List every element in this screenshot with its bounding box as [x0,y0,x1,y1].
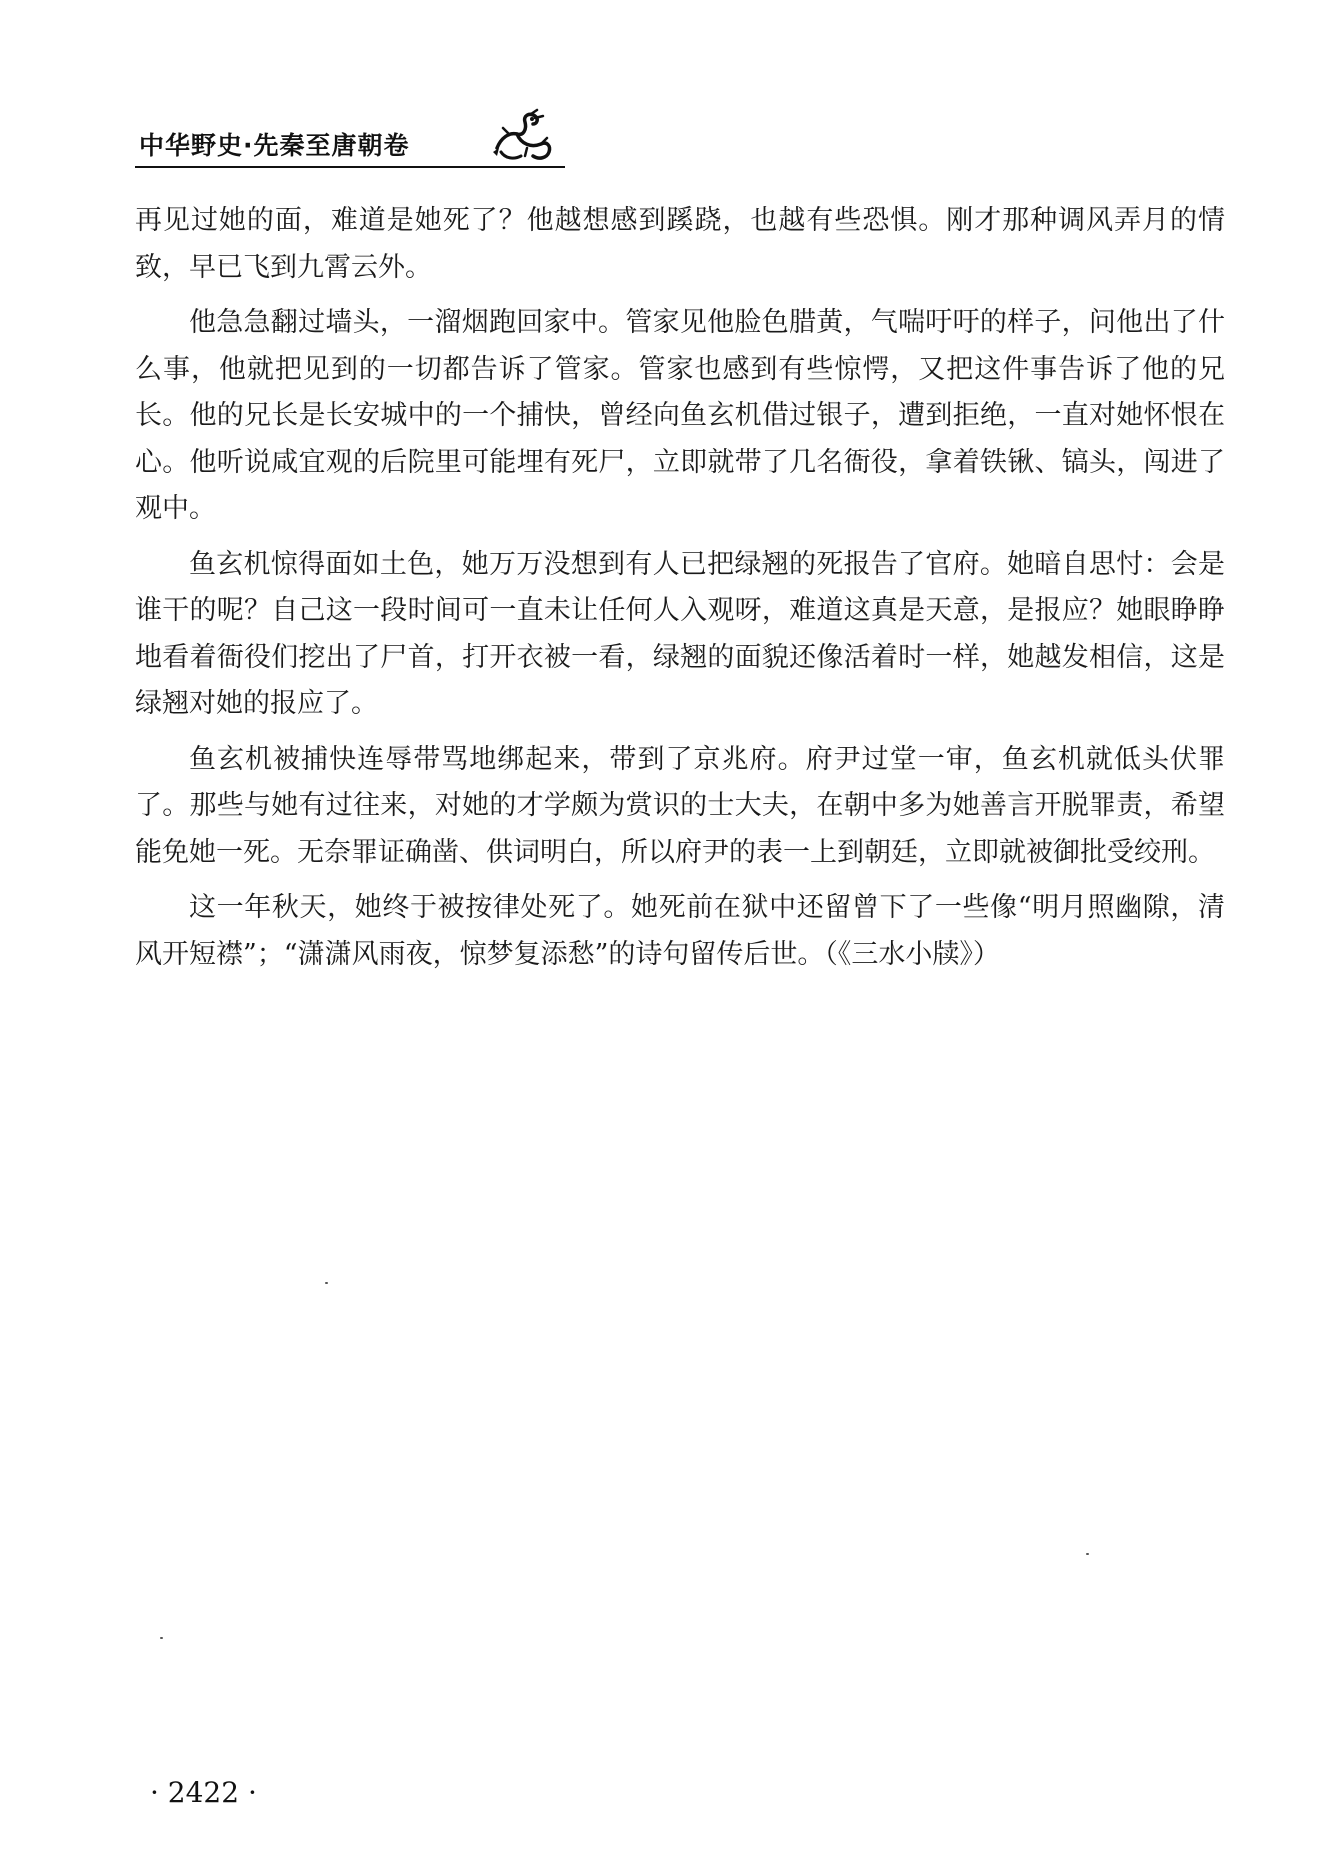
paragraph-4: 鱼玄机被捕快连辱带骂地绑起来，带到了京兆府。府尹过堂一审，鱼玄机就低头伏罪了。那些与她有过往来，对她的才学颇为赏识的士大夫，在朝中多为她善言开脱罪责，希望能免她一死。无奈罪证确凿、供词明白，所以府尹的表一上到朝廷，立即就被御批受绞刑。 [135,743,1225,868]
running-header [135,100,1235,172]
paragraph-5: 这一年秋天，她终于被按律处死了。她死前在狱中还留曾下了一些像“明月照幽隙，清风开短襟”；“潇潇风雨夜，惊梦复添愁”的诗句留传后世。（《三水小牍》） [135,892,1225,970]
paragraph-3: 鱼玄机惊得面如土色，她万万没想到有人已把绿翘的死报告了官府。她暗自思忖：会是谁干的呢？自己这一段时间可一直未让任何人入观呀，难道这真是天意，是报应？她眼睁睁地看着衙役们挖出了尸首，打开衣被一看，绿翘的面貌还像活着时一样，她越发相信，这是绿翘对她的报应了。 [135,548,1225,719]
book-title: 中华野史·先秦至唐朝卷 [139,131,410,160]
page-number: · 2422 · [150,1776,257,1809]
paragraph-1: 再见过她的面，难道是她死了？他越想感到蹊跷，也越有些恐惧。刚才那种调风弄月的情致，早已飞到九霄云外。 [135,205,1225,283]
scan-speck [1086,1553,1089,1555]
scan-speck [160,1637,163,1639]
paragraph-2: 他急急翻过墙头，一溜烟跑回家中。管家见他脸色腊黄，气喘吁吁的样子，问他出了什么事，他就把见到的一切都告诉了管家。管家也感到有些惊愕，又把这件事告诉了他的兄长。他的兄长是长安城中的一个捕快，曾经向鱼玄机借过银子，遭到拒绝，一直对她怀恨在心。他听说咸宜观的后院里可能埋有死尸，立即就带了几名衙役，拿着铁锹、镐头，闯进了观中。 [135,307,1225,524]
scan-speck [325,1282,328,1284]
body-text [135,198,1225,987]
dragon-emblem-icon [487,108,559,166]
header-rule [135,166,565,168]
